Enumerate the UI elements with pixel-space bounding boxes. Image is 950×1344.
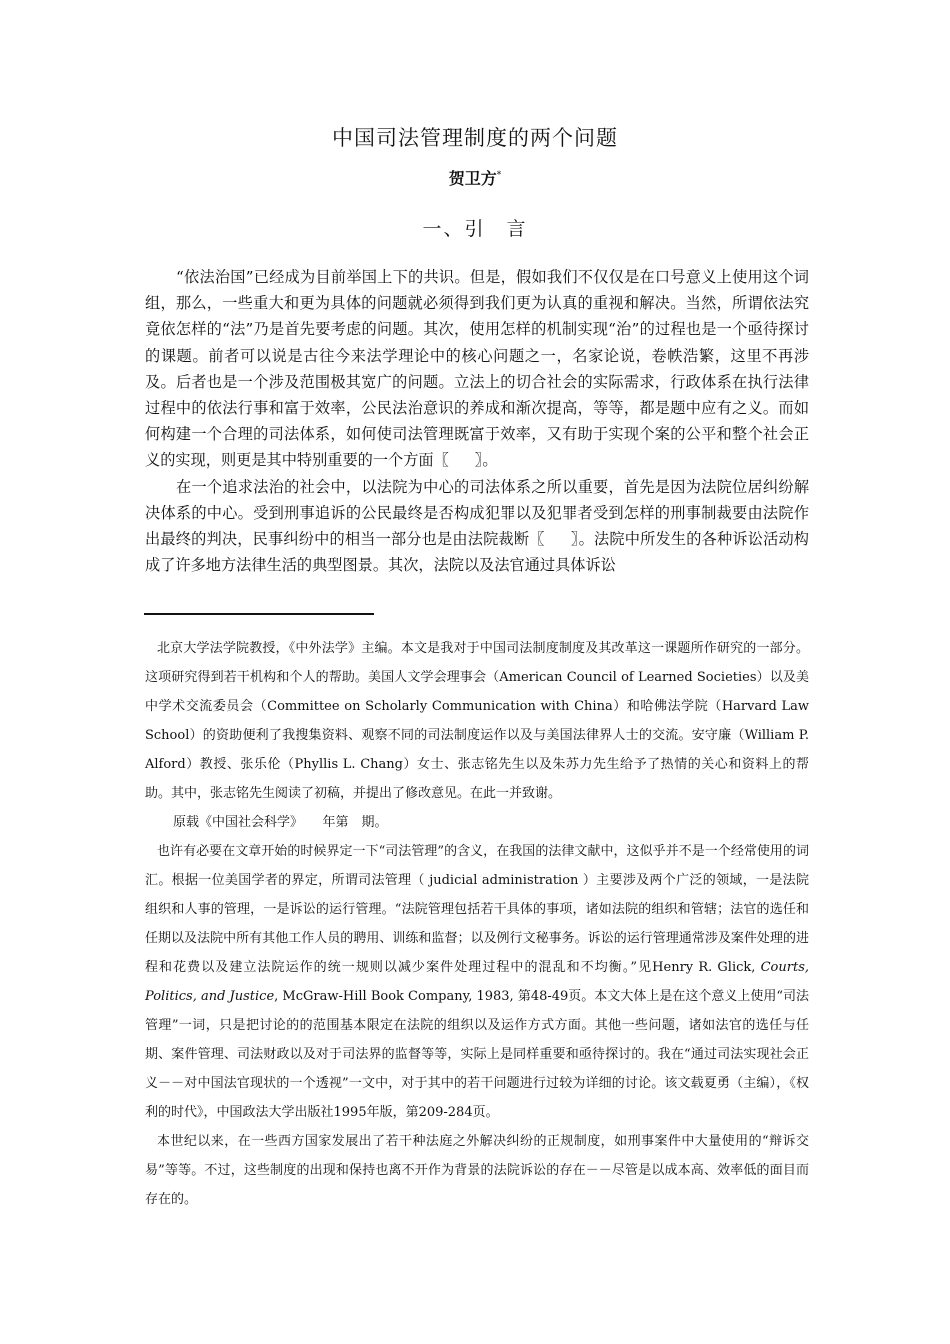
author-name: 贺卫方: [448, 169, 497, 188]
paragraph-text: 〗。法院中所发生的各种诉讼活动构成了许多地方法律生活的典型图景。其次，法院以及法官通过具体诉讼: [145, 530, 809, 575]
section-heading: 一、引 言: [422, 218, 528, 240]
paper-title: 中国司法管理制度的两个问题: [332, 126, 618, 150]
paragraph-text: 〗。: [474, 451, 498, 470]
footnote-divider: [144, 613, 374, 615]
footnote: [145, 837, 809, 1127]
footnote: 北京大学法学院教授，《中外法学》主编。本文是我对于中国司法制度制度及其改革这一课题所作研究的一部分。这项研究得到若干机构和个人的帮助。美国人文学会理事会（American Council of Learned Societies）以及美中学术交流委员会（Committee on Scholarly Communication with China）和哈佛法学院（Harvard Law School）的资助便利了我搜集资料、观察不同的司法制度运作以及与美国法律界人士的交流。安守廉（William P. Alford）教授、张乐伦（Phyllis L. Chang）女士、张志铭先生以及朱苏力先生给予了热情的关心和资料上的帮助。其中，张志铭先生阅读了初稿，并提出了修改意见。在此一并致谢。: [145, 641, 809, 801]
footnote-text: , McGraw-Hill Book Company, 1983, 第48-49页。本文大体上是在这个意义上使用“司法管理”一词，只是把讨论的的范围基本限定在法院的组织以及运作方式方面。其他一些问题，诸如法官的选任与任期、案件管理、司法财政以及对于司法界的监督等等，实际上是同样重要和亟待探讨的。我在“通过司法实现社会正义－－对中国法官现状的一个透视”一文中，对于其中的若干问题进行过较为详细的讨论。该文载夏勇（主编），《权利的时代》，中国政法大学出版社1995年版，第209-284页。: [145, 989, 809, 1120]
paragraph-text: 在一个追求法治的社会中，以法院为中心的司法体系之所以重要，首先是因为法院位居纠纷解决体系的中心。受到刑事追诉的公民最终是否构成犯罪以及犯罪者受到怎样的刑事制裁要由法院作出最终的判决，民事纠纷中的相当一部分也是由法院裁断〖: [145, 477, 809, 549]
footnotes: [145, 634, 809, 1214]
paragraph: [145, 264, 809, 474]
paragraph-text: “依法治国”已经成为目前举国上下的共识。但是，假如我们不仅仅是在口号意义上使用这个词组，那么，一些重大和更为具体的问题就必须得到我们更为认真的重视和解决。当然，所谓依法究竟依怎样的“法”乃是首先要考虑的问题。其次，使用怎样的机制实现“治”的过程也是一个亟待探讨的课题。前者可以说是古往今来法学理论中的核心问题之一，名家论说，卷帙浩繁，这里不再涉及。后者也是一个涉及范围极其宽广的问题。立法上的切合社会的实际需求，行政体系在执行法律过程中的依法行事和富于效率，公民法治意识的养成和渐次提高，等等，都是题中应有之义。而如何构建一个合理的司法体系，如何使司法管理既富于效率，又有助于实现个案的公平和整个社会正义的实现，则更是其中特别重要的一个方面〖: [145, 268, 809, 470]
footnote: 原载《中国社会科学》 年第 期。: [173, 815, 388, 830]
author-line: [0, 166, 950, 189]
footnote-text: 也许有必要在文章开始的时候界定一下“司法管理”的含义，在我国的法律文献中，这似乎并不是一个经常使用的词汇。根据一位美国学者的界定，所谓司法管理（ judicial administration ）主要涉及两个广泛的领域，一是法院组织和人事的管理，一是诉讼的运行管理。“法院管理包括若干具体的事项，诸如法院的组织和管辖；法官的选任和任期以及法院中所有其他工作人员的聘用、训练和监督；以及例行文秘事务。诉讼的运行管理通常涉及案件处理的进程和花费以及建立法院运作的统一规则以减少案件处理过程中的混乱和不均衡。”见Henry R. Glick,: [145, 844, 809, 975]
body-text: [145, 264, 809, 578]
paragraph: [145, 474, 809, 579]
footnote: 本世纪以来，在一些西方国家发展出了若干种法庭之外解决纠纷的正规制度，如刑事案件中大量使用的“辩诉交易”等等。不过，这些制度的出现和保持也离不开作为背景的法院诉讼的存在－－尽管是以成本高、效率低的面目而存在的。: [145, 1134, 809, 1207]
author-footnote-mark: *: [496, 170, 502, 181]
book-title: Courts, Politics, and Justice: [145, 960, 809, 1004]
